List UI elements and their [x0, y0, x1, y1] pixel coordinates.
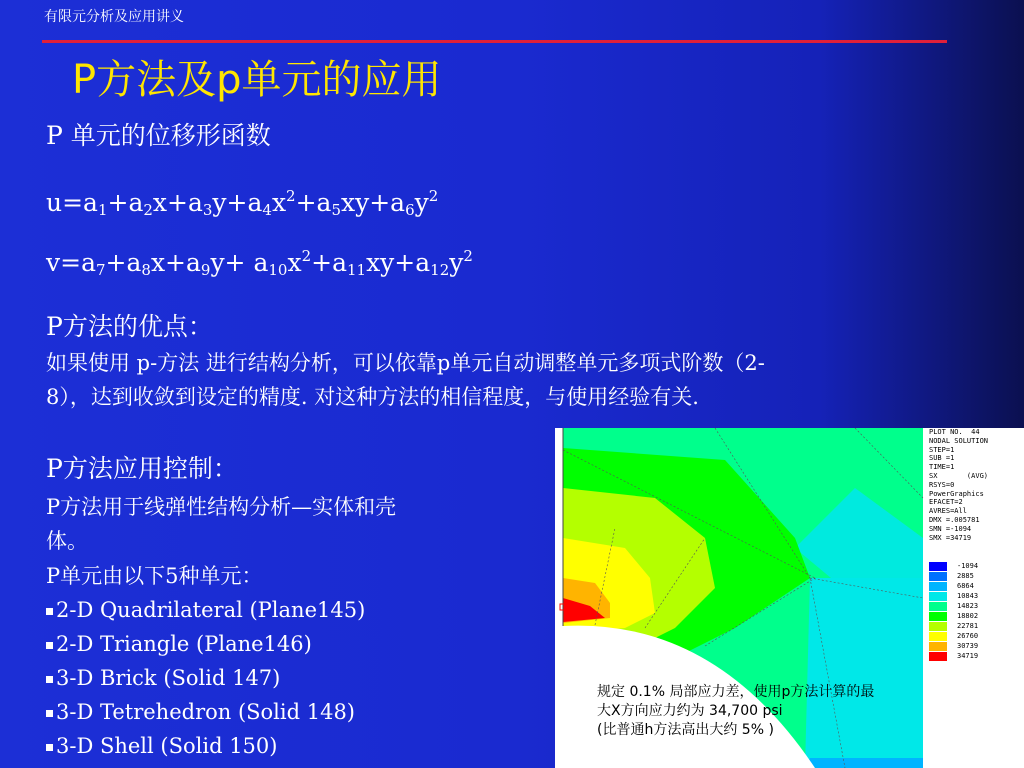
caption-line-1: 规定 0.1% 局部应力差，使用p方法计算的最 [597, 684, 875, 700]
heading-prefix: P [46, 121, 63, 150]
legend-label: 6864 [957, 582, 974, 590]
plot-info-panel: PLOT NO. 44 NODAL SOLUTION STEP=1 SUB =1 TIME=1 SX (AVG) RSYS=0 PowerGraphics EFACET=2 AVRES=All DMX =.005781 SMN =-1094 SMX =34719 [929, 428, 989, 542]
element-bullet-2: 2-D Triangle (Plane146) [46, 632, 312, 656]
bullet-square-icon [46, 608, 53, 615]
section-advantages-heading: P方法的优点： [46, 312, 213, 341]
legend-label: 30739 [957, 642, 979, 650]
legend-row [929, 561, 978, 571]
legend-label: 2885 [957, 572, 974, 580]
bullet-square-icon [46, 744, 53, 751]
element-bullet-1: 2-D Quadrilateral (Plane145) [46, 598, 365, 622]
course-header: 有限元分析及应用讲义 [44, 9, 184, 25]
legend-row [929, 571, 978, 581]
element-bullet-4: 3-D Tetrehedron (Solid 148) [46, 700, 355, 724]
bullet-square-icon [46, 676, 53, 683]
caption-line-2: 大X方向应力约为 34,700 psi [597, 703, 783, 719]
legend-swatch [929, 612, 947, 621]
header-divider [42, 40, 947, 43]
legend-label: 10843 [957, 592, 979, 600]
legend-row [929, 581, 978, 591]
legend-swatch [929, 652, 947, 661]
control-line-2: 体。 [46, 529, 88, 553]
legend-row [929, 651, 978, 661]
legend-row [929, 601, 978, 611]
section-control-heading: P方法应用控制： [46, 454, 238, 483]
stress-legend [929, 561, 978, 661]
heading-text: 单元的位移形函数 [70, 121, 271, 150]
legend-label: 34719 [957, 652, 979, 660]
legend-label: -1094 [957, 562, 979, 570]
bullet-square-icon [46, 642, 53, 649]
legend-row [929, 621, 978, 631]
legend-swatch [929, 622, 947, 631]
legend-row [929, 591, 978, 601]
legend-swatch [929, 632, 947, 641]
control-line-1: P方法用于线弹性结构分析—实体和壳 [46, 495, 397, 519]
slide-title: P方法及p单元的应用 [72, 57, 442, 103]
legend-row [929, 611, 978, 621]
figure-caption [597, 683, 997, 740]
legend-label: 18802 [957, 612, 979, 620]
legend-label: 26760 [957, 632, 979, 640]
advantages-line-2: 8），达到收敛到设定的精度. 对这种方法的相信程度，与使用经验有关. [46, 385, 699, 409]
advantages-line-1: 如果使用 p-方法 进行结构分析，可以依靠p单元自动调整单元多项式阶数（2- [46, 351, 765, 375]
legend-label: 22781 [957, 622, 979, 630]
legend-row [929, 631, 978, 641]
legend-swatch [929, 562, 947, 571]
legend-swatch [929, 602, 947, 611]
legend-row [929, 641, 978, 651]
legend-swatch [929, 592, 947, 601]
section-shape-function-heading [46, 122, 271, 151]
caption-line-3: (比普通h方法高出大约 5% ) [597, 722, 774, 738]
element-bullet-3: 3-D Brick (Solid 147) [46, 666, 280, 690]
legend-label: 14823 [957, 602, 979, 610]
control-line-3: P单元由以下5种单元： [46, 564, 263, 588]
legend-swatch [929, 572, 947, 581]
legend-swatch [929, 582, 947, 591]
legend-swatch [929, 642, 947, 651]
equation-u: $u=a_1+a_2x+a_3y+a_4x^2+a_5xy+a_6y^2$ [46, 187, 439, 219]
bullet-square-icon [46, 710, 53, 717]
equation-v: $v=a_7+a_8x+a_9y+ a_{10}x^2+a_{11}xy+a_{12}y^2$ [46, 247, 473, 279]
element-bullet-5: 3-D Shell (Solid 150) [46, 734, 277, 758]
